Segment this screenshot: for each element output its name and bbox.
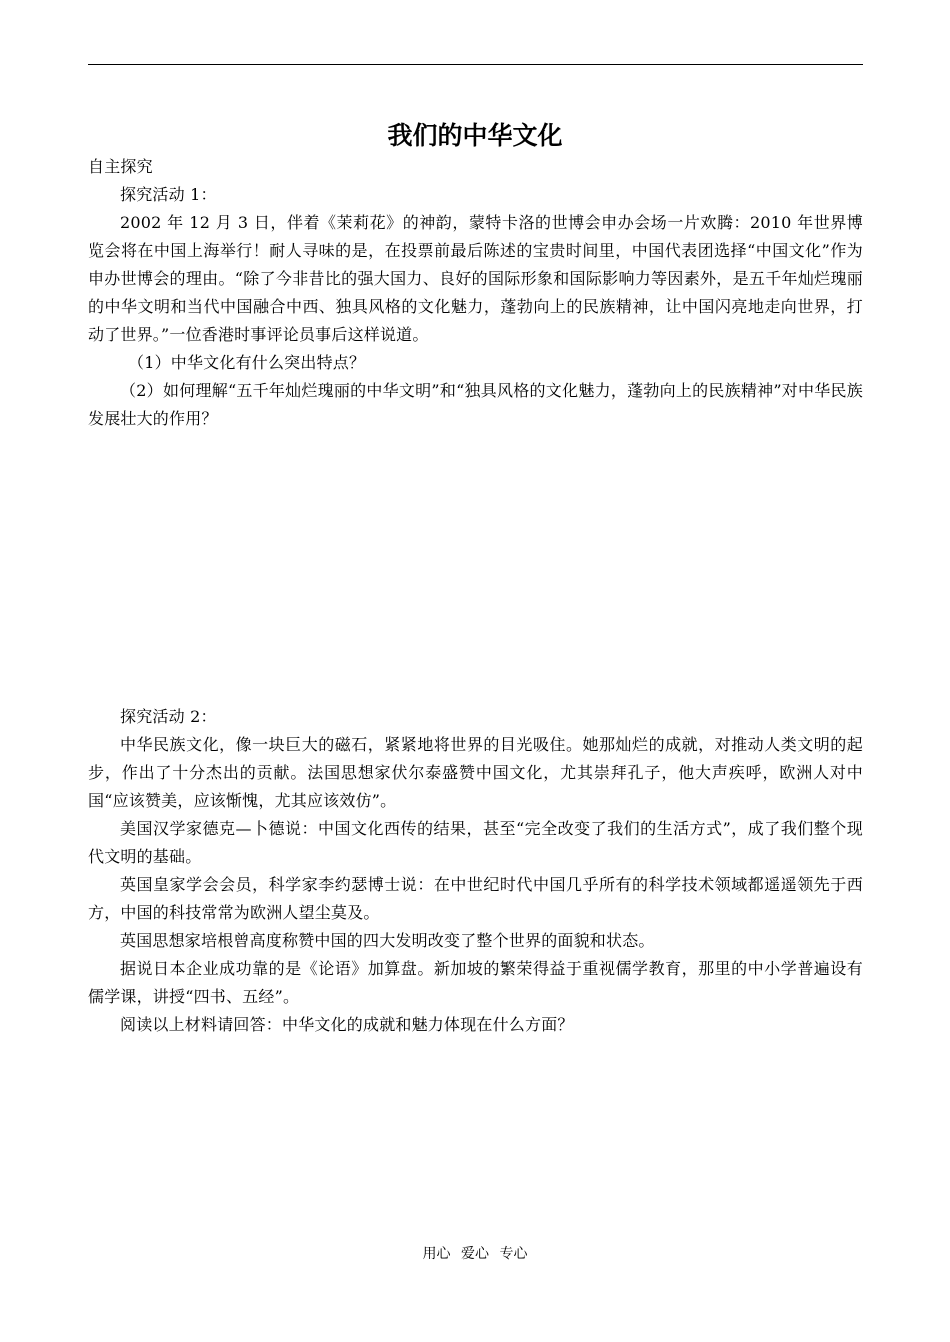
activity-1-question-2: （2）如何理解“五千年灿烂瑰丽的中华文明”和“独具风格的文化魅力，蓬勃向上的民族精神”对中华民族发展壮大的作用？ <box>88 381 863 428</box>
activity-2-heading: 探究活动 2： <box>120 707 217 726</box>
header-rule <box>88 64 863 65</box>
page-footer: 用心 爱心 专心 <box>422 1246 528 1262</box>
activity-1-question-1: （1）中华文化有什么突出特点？ <box>128 353 366 372</box>
activity-1-heading: 探究活动 1： <box>120 185 217 204</box>
activity-1-paragraph: 2002 年 12 月 3 日，伴着《茉莉花》的神韵，蒙特卡洛的世博会申办会场一片欢腾：2010 年世界博览会将在中国上海举行！耐人寻味的是，在投票前最后陈述的宝贵时间里，中国代表团选择“中国文化”作为申办世博会的理由。“除了今非昔比的强大国力、良好的国际形象和国际影响力等因素外，是五千年灿烂瑰丽的中华文明和当代中国融合中西、独具风格的文化魅力，蓬勃向上的民族精神，让中国闪亮地走向世界，打动了世界。”一位香港时事评论员事后这样说道。 <box>88 213 863 344</box>
activity-2-question: 阅读以上材料请回答：中华文化的成就和魅力体现在什么方面？ <box>120 1015 574 1034</box>
section-label: 自主探究 <box>88 157 153 176</box>
activity-1-section <box>88 153 863 433</box>
page-title: 我们的中华文化 <box>387 121 563 150</box>
activity-2-paragraph: 英国皇家学会会员，科学家李约瑟博士说：在中世纪时代中国几乎所有的科学技术领域都遥遥领先于西方，中国的科技常常为欧洲人望尘莫及。 <box>88 875 863 922</box>
activity-2-paragraph: 英国思想家培根曾高度称赞中国的四大发明改变了整个世界的面貌和状态。 <box>120 931 655 950</box>
activity-2-paragraph: 美国汉学家德克—卜德说：中国文化西传的结果，甚至“完全改变了我们的生活方式”，成了我们整个现代文明的基础。 <box>88 819 863 866</box>
activity-2-section <box>88 703 863 1039</box>
activity-2-paragraph: 据说日本企业成功靠的是《论语》加算盘。新加坡的繁荣得益于重视儒学教育，那里的中小学普遍设有儒学课，讲授“四书、五经”。 <box>88 959 863 1006</box>
activity-2-paragraph: 中华民族文化，像一块巨大的磁石，紧紧地将世界的目光吸住。她那灿烂的成就，对推动人类文明的起步，作出了十分杰出的贡献。法国思想家伏尔泰盛赞中国文化，尤其崇拜孔子，他大声疾呼，欧洲人对中国“应该赞美，应该惭愧，尤其应该效仿”。 <box>88 735 863 810</box>
